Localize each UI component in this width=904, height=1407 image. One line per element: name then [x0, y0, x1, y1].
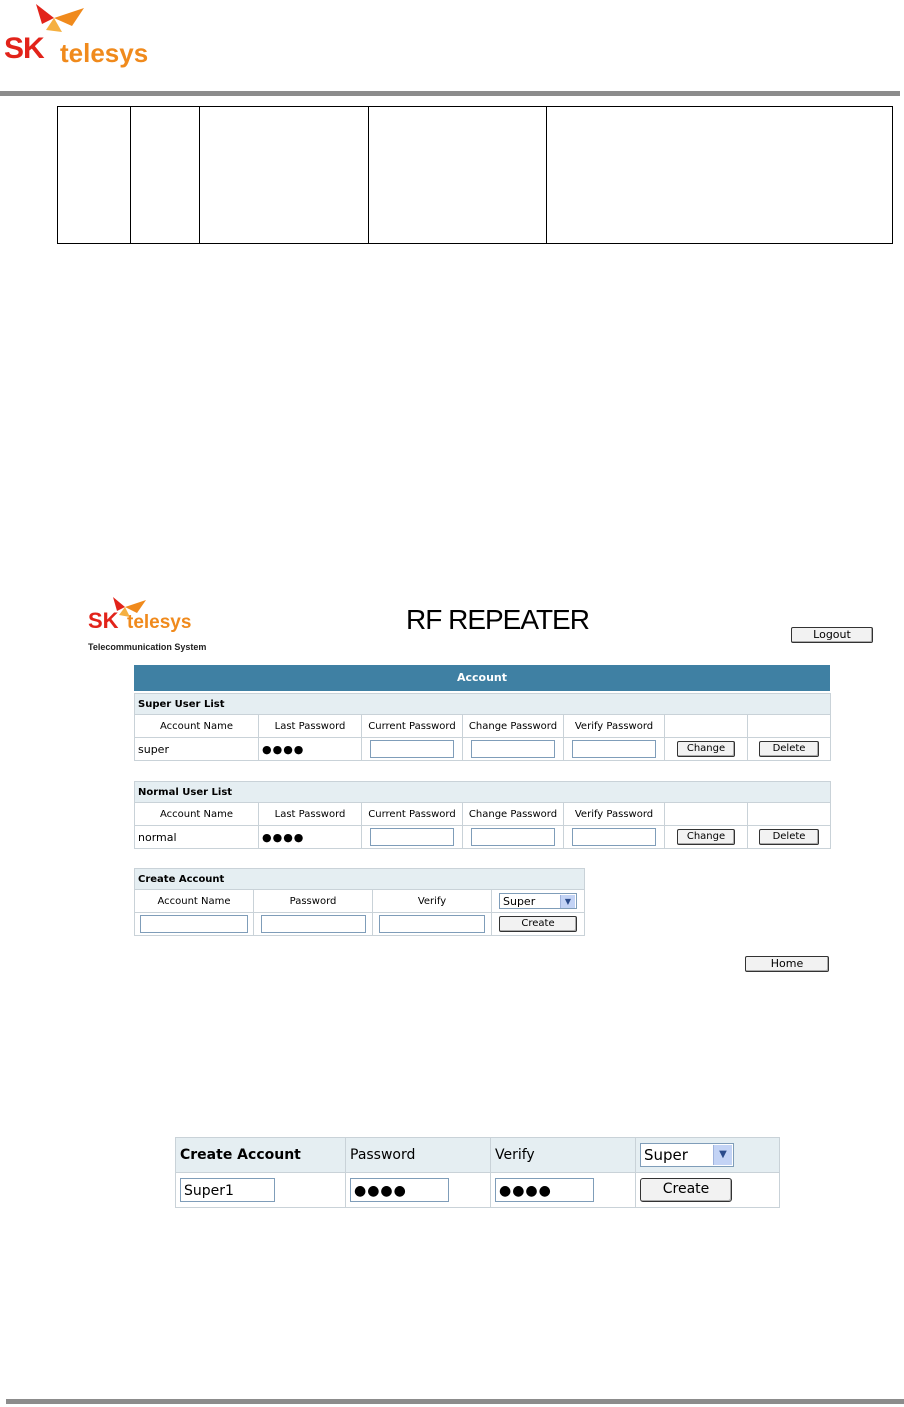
change-password-input[interactable]	[471, 740, 555, 758]
super-user-table	[134, 693, 831, 761]
account-page-screenshot	[80, 590, 880, 980]
column-header: Change Password	[463, 715, 564, 738]
column-header: Verify Password	[564, 715, 665, 738]
logo-sk-text: SK	[88, 608, 119, 633]
column-header	[748, 803, 831, 826]
delete-button[interactable]: Delete	[759, 741, 819, 757]
app-logo	[88, 596, 228, 652]
delete-cell	[748, 826, 831, 849]
table-row	[176, 1173, 780, 1208]
level-cell	[492, 890, 585, 913]
logo-sk-text: SK	[4, 32, 44, 65]
create-cell	[636, 1173, 780, 1208]
account-level-select[interactable]	[640, 1143, 734, 1167]
chevron-down-icon[interactable]: ▼	[560, 895, 575, 908]
verify-password-cell	[564, 738, 665, 761]
column-header: Change Password	[463, 803, 564, 826]
change-button[interactable]: Change	[677, 829, 735, 845]
table-row	[135, 913, 585, 936]
column-header: Verify	[491, 1138, 636, 1173]
spec-cell	[547, 107, 893, 244]
change-cell	[665, 826, 748, 849]
document-logo	[4, 2, 164, 72]
new-account-name-input[interactable]	[140, 915, 248, 933]
column-header: Account Name	[135, 715, 259, 738]
column-header: Verify	[373, 890, 492, 913]
column-header	[665, 715, 748, 738]
column-header: Current Password	[362, 715, 463, 738]
chevron-down-icon[interactable]: ▼	[713, 1145, 732, 1165]
spec-cell	[131, 107, 200, 244]
logo-subtitle: Telecommunication System	[88, 642, 207, 652]
section-title: Super User List	[135, 694, 831, 715]
new-account-name-input[interactable]: Super1	[180, 1178, 275, 1202]
column-header	[665, 803, 748, 826]
create-account-zoom	[175, 1137, 780, 1208]
verify-cell	[491, 1173, 636, 1208]
section-title: Normal User List	[135, 782, 831, 803]
column-header: Last Password	[259, 715, 362, 738]
spec-cell	[369, 107, 547, 244]
table-row	[135, 738, 831, 761]
account-name: super	[135, 738, 259, 761]
password-cell	[254, 913, 373, 936]
account-name-cell	[135, 913, 254, 936]
logo-telesys-text: telesys	[60, 38, 149, 68]
new-verify-input[interactable]	[379, 915, 485, 933]
selected-level: Super	[503, 895, 536, 908]
account-level-select[interactable]	[499, 893, 577, 909]
column-header: Account Name	[135, 803, 259, 826]
account-name-cell	[176, 1173, 346, 1208]
footer-divider	[6, 1399, 904, 1404]
logout-button[interactable]: Logout	[791, 627, 873, 643]
password-cell	[346, 1173, 491, 1208]
column-header: Password	[346, 1138, 491, 1173]
column-header: Verify Password	[564, 803, 665, 826]
spec-cell	[200, 107, 369, 244]
new-verify-input[interactable]: ●●●●	[495, 1178, 594, 1202]
new-password-input[interactable]: ●●●●	[350, 1178, 449, 1202]
verify-password-input[interactable]	[572, 828, 656, 846]
normal-user-table	[134, 781, 831, 849]
change-cell	[665, 738, 748, 761]
column-header: Last Password	[259, 803, 362, 826]
create-cell	[492, 913, 585, 936]
page-title: RF REPEATER	[406, 604, 589, 635]
last-password: ●●●●	[259, 738, 362, 761]
verify-password-cell	[564, 826, 665, 849]
home-button[interactable]: Home	[745, 956, 829, 972]
verify-cell	[373, 913, 492, 936]
account-name: normal	[135, 826, 259, 849]
change-password-input[interactable]	[471, 828, 555, 846]
change-password-cell	[463, 826, 564, 849]
current-password-cell	[362, 826, 463, 849]
delete-cell	[748, 738, 831, 761]
change-password-cell	[463, 738, 564, 761]
column-header	[748, 715, 831, 738]
zoom-title: Create Account	[176, 1138, 346, 1173]
create-button[interactable]: Create	[499, 916, 577, 932]
section-title: Create Account	[135, 869, 585, 890]
delete-button[interactable]: Delete	[759, 829, 819, 845]
table-row	[135, 826, 831, 849]
account-header-bar: Account	[134, 665, 830, 691]
current-password-cell	[362, 738, 463, 761]
new-password-input[interactable]	[261, 915, 366, 933]
last-password: ●●●●	[259, 826, 362, 849]
column-header: Account Name	[135, 890, 254, 913]
change-button[interactable]: Change	[677, 741, 735, 757]
create-button[interactable]: Create	[640, 1178, 732, 1202]
selected-level: Super	[644, 1146, 688, 1164]
spec-cell	[58, 107, 131, 244]
level-cell	[636, 1138, 780, 1173]
create-account-table	[134, 868, 585, 936]
verify-password-input[interactable]	[572, 740, 656, 758]
current-password-input[interactable]	[370, 828, 454, 846]
logo-telesys-text: telesys	[127, 612, 192, 633]
spec-table-fragment	[57, 106, 893, 244]
column-header: Password	[254, 890, 373, 913]
column-header: Current Password	[362, 803, 463, 826]
header-divider	[0, 91, 900, 96]
current-password-input[interactable]	[370, 740, 454, 758]
